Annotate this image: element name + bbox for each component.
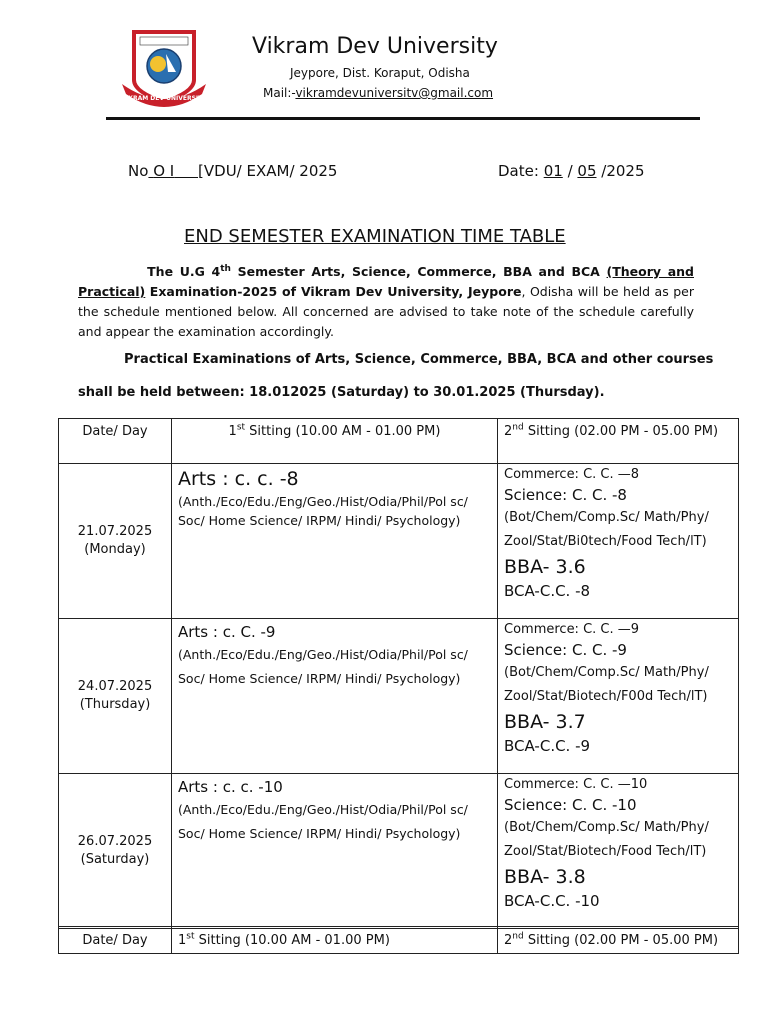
mail-link[interactable]: vikramdevuniversitv@gmail.com xyxy=(295,86,494,100)
reference-number xyxy=(128,162,337,180)
bca-paper: BCA-C.C. -10 xyxy=(504,892,600,910)
sitting-2-cell xyxy=(498,464,739,619)
university-name: Vikram Dev University xyxy=(252,34,498,59)
date-day: 01 xyxy=(543,162,563,180)
sitting-2-cell xyxy=(498,774,739,929)
exam-timetable-footer xyxy=(58,926,739,954)
university-mail xyxy=(263,86,493,100)
bca-paper: BCA-C.C. -9 xyxy=(504,737,591,755)
commerce-paper: Commerce: C. C. —8 xyxy=(504,467,640,482)
exam-date: 26.07.2025 xyxy=(77,834,153,849)
university-address: Jeypore, Dist. Koraput, Odisha xyxy=(290,66,470,80)
science-paper: Science: C. C. -10 xyxy=(504,796,637,814)
row-date xyxy=(59,464,172,619)
exam-date: 24.07.2025 xyxy=(77,679,153,694)
header-sitting-2: 2nd Sitting (02.00 PM - 05.00 PM) xyxy=(498,419,739,464)
science-subjects: (Bot/Chem/Comp.Sc/ Math/Phy/ xyxy=(504,820,709,835)
exam-day: (Thursday) xyxy=(79,697,151,712)
ref-no-label: No xyxy=(128,162,149,180)
bba-paper: BBA- 3.7 xyxy=(504,711,586,733)
row-date xyxy=(59,774,172,929)
header-sitting-1: 1st Sitting (10.00 AM - 01.00 PM) xyxy=(172,419,498,464)
science-subjects: (Bot/Chem/Comp.Sc/ Math/Phy/ xyxy=(504,510,709,525)
row-date xyxy=(59,619,172,774)
arts-subjects: (Anth./Eco/Edu./Eng/Geo./Hist/Odia/Phil/Pol sc/ Soc/ Home Science/ IRPM/ Hindi/ Psychology) xyxy=(178,494,468,528)
science-subjects: Zool/Stat/Biotech/Food Tech/lT) xyxy=(504,844,707,859)
ref-no-value: O I xyxy=(153,162,175,180)
table-row xyxy=(59,774,739,929)
sitting-1-cell xyxy=(172,619,498,774)
sitting-2-cell xyxy=(498,619,739,774)
arts-paper: Arts : c. c. -10 xyxy=(178,778,283,796)
science-subjects: (Bot/Chem/Comp.Sc/ Math/Phy/ xyxy=(504,665,709,680)
table-header-row xyxy=(59,419,739,464)
intro-paragraph: The U.G 4th Semester Arts, Science, Commerce, BBA and BCA (Theory and Practical) Examination-2025 of Vikram Dev University, Jeypore, Odisha will be held as per the schedule mentioned below. All concerned are advised to take note of the schedule carefully and appear the examination accordingly. xyxy=(78,263,694,339)
table-row xyxy=(59,464,739,619)
exam-timetable xyxy=(58,418,739,929)
mail-label: Mail:- xyxy=(263,86,296,100)
practical-note-line2: shall be held between: 18.012025 (Saturday) to 30.01.2025 (Thursday). xyxy=(78,385,605,400)
logo-text: VIKRAM DEV UNIVERSITY xyxy=(121,95,207,102)
science-paper: Science: C. C. -8 xyxy=(504,486,627,504)
bba-paper: BBA- 3.6 xyxy=(504,556,586,578)
date-year: /2025 xyxy=(601,162,645,180)
arts-subjects: (Anth./Eco/Edu./Eng/Geo./Hist/Odia/Phil/Pol sc/ Soc/ Home Science/ IRPM/ Hindi/ Psychology) xyxy=(178,802,468,841)
sitting-1-cell xyxy=(172,774,498,929)
science-subjects: Zool/Stat/Biotech/F00d Tech/lT) xyxy=(504,689,708,704)
sitting-1-cell xyxy=(172,464,498,619)
arts-paper: Arts : c. c. -8 xyxy=(178,468,299,490)
date-label: Date: xyxy=(498,162,539,180)
bba-paper: BBA- 3.8 xyxy=(504,866,586,888)
practical-note-line1: Practical Examinations of Arts, Science, Commerce, BBA, BCA and other courses xyxy=(124,352,714,367)
commerce-paper: Commerce: C. C. —10 xyxy=(504,777,648,792)
footer-date: Date/ Day xyxy=(59,927,172,954)
date-month: 05 xyxy=(577,162,597,180)
header-rule xyxy=(106,117,700,120)
science-paper: Science: C. C. -9 xyxy=(504,641,627,659)
commerce-paper: Commerce: C. C. —9 xyxy=(504,622,640,637)
university-logo xyxy=(118,28,210,112)
science-subjects: Zool/Stat/Bi0tech/Food Tech/lT) xyxy=(504,534,707,549)
bca-paper: BCA-C.C. -8 xyxy=(504,582,591,600)
exam-date: 21.07.2025 xyxy=(77,524,153,539)
issue-date xyxy=(498,162,645,180)
header-date: Date/ Day xyxy=(59,419,172,464)
exam-day: (Saturday) xyxy=(80,852,150,867)
document-title: END SEMESTER EXAMINATION TIME TABLE xyxy=(184,226,566,247)
table-footer-row xyxy=(59,927,739,954)
ref-no-suffix: [VDU/ EXAM/ 2025 xyxy=(198,162,338,180)
table-row xyxy=(59,619,739,774)
arts-paper: Arts : c. C. -9 xyxy=(178,623,276,641)
date-sep: / xyxy=(567,162,573,180)
footer-sitting-2: 2nd Sitting (02.00 PM - 05.00 PM) xyxy=(498,927,739,954)
arts-subjects: (Anth./Eco/Edu./Eng/Geo./Hist/Odia/Phil/Pol sc/ Soc/ Home Science/ IRPM/ Hindi/ Psychology) xyxy=(178,647,468,686)
exam-day: (Monday) xyxy=(84,542,146,557)
footer-sitting-1: 1st Sitting (10.00 AM - 01.00 PM) xyxy=(172,927,498,954)
